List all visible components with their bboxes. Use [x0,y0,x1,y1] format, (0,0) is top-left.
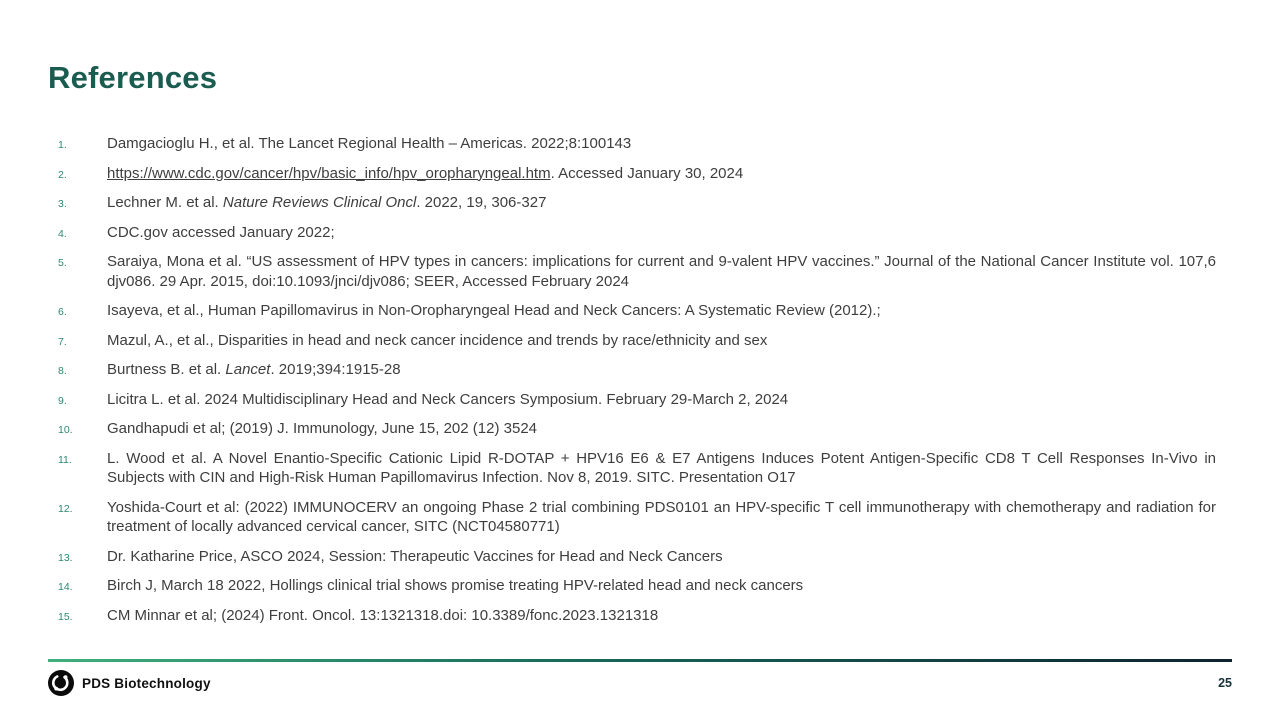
reference-text [107,164,1216,184]
reference-link[interactable]: https://www.cdc.gov/cancer/hpv/basic_info/hpv_oropharyngeal.htm [107,164,551,182]
reference-item [58,164,1216,184]
reference-text-segment: Licitra L. et al. 2024 Multidisciplinary Head and Neck Cancers Symposium. February 29-March 2, 2024 [107,390,789,408]
reference-text [107,547,1216,567]
reference-item [58,547,1216,567]
reference-italic-text: Nature Reviews Clinical Oncl [222,194,417,211]
reference-text-segment: L. Wood et al. A Novel Enantio-Specific Cationic Lipid R-DOTAP + HPV16 E6 & E7 Antigens Induces Potent Antigen-Specific CD8 T Cell Responses In-Vivo in Subjects with CIN and High-Risk Human Papillomavirus Infection. Nov 8, 2019. SITC. Presentation O17 [107,449,1216,486]
reference-number: 7. [58,335,67,348]
reference-text-segment: Mazul, A., et al., Disparities in head and neck cancer incidence and trends by race/ethnicity and sex [107,331,768,349]
reference-number: 1. [58,139,67,151]
reference-number: 13. [58,551,73,564]
footer-divider [48,659,1232,662]
reference-number: 2. [58,168,67,181]
reference-number: 6. [58,306,67,318]
reference-text [107,606,1216,626]
reference-number: 5. [58,257,67,269]
reference-text-segment: CM Minnar et al; (2024) Front. Oncol. 13:1321318.doi: 10.3389/fonc.2023.1321318 [107,606,659,624]
reference-text [107,576,1216,596]
reference-item [58,390,1216,410]
page-title: References [48,60,218,95]
reference-text [107,193,1216,213]
reference-number: 11. [58,453,72,466]
reference-text [107,360,1216,380]
reference-text [107,498,1216,537]
reference-text-segment: Saraiya, Mona et al. “US assessment of HPV types in cancers: implications for current and 9-valent HPV vaccines.” Journal of the National Cancer Institute vol. 107,6 djv086. 29 Apr. 2015, doi:10.1093/jnci/djv086; SEER, Accessed February 2024 [107,253,1216,290]
reference-item [58,576,1216,596]
reference-text-segment: Yoshida-Court et al: (2022) IMMUNOCERV an ongoing Phase 2 trial combining PDS0101 an HPV-specific T cell immunotherapy with chemotherapy and radiation for treatment of locally advanced cervical cancer, SITC (NCT04580771) [107,498,1216,535]
reference-text [107,134,1216,154]
reference-italic-text: Lancet [225,361,271,378]
reference-text [107,419,1216,439]
reference-item [58,134,1216,154]
reference-text-segment: Gandhapudi et al; (2019) J. Immunology, June 15, 202 (12) 3524 [107,420,537,437]
reference-text [107,252,1216,291]
reference-number: 9. [58,394,67,407]
references-list [58,134,1216,635]
reference-text-segment: . 2022, 19, 306-327 [416,194,547,211]
brand-name: PDS Biotechnology [82,675,211,691]
reference-text-segment: Burtness B. et al. [107,361,226,378]
reference-number: 10. [58,424,73,436]
reference-text-segment: Isayeva, et al., Human Papillomavirus in Non-Oropharyngeal Head and Neck Cancers: A Systematic Review (2012).; [107,302,881,319]
reference-text-segment: . Accessed January 30, 2024 [550,164,744,182]
reference-text-segment: Lechner M. et al. [107,194,223,211]
reference-text-segment: . 2019;394:1915-28 [270,361,401,378]
page-number: 25 [1218,676,1232,690]
reference-text-segment: Damgacioglu H., et al. The Lancet Regional Health – Americas. 2022;8:100143 [107,135,632,152]
reference-text [107,223,1216,243]
reference-text [107,331,1216,351]
reference-number: 4. [58,227,67,240]
reference-item [58,252,1216,291]
reference-text-segment: Birch J, March 18 2022, Hollings clinical trial shows promise treating HPV-related head and neck cancers [107,577,804,594]
reference-number: 14. [58,581,73,593]
pds-logo-icon [48,670,74,696]
reference-item [58,360,1216,380]
reference-item [58,419,1216,439]
footer [48,668,1232,698]
reference-text-segment: CDC.gov accessed January 2022; [107,223,335,241]
reference-text [107,301,1216,321]
reference-text-segment: Dr. Katharine Price, ASCO 2024, Session: Therapeutic Vaccines for Head and Neck Cancers [107,547,723,565]
reference-number: 8. [58,365,67,377]
reference-item [58,301,1216,321]
reference-text [107,390,1216,410]
reference-number: 15. [58,610,73,623]
reference-number: 12. [58,502,73,515]
reference-number: 3. [58,198,67,210]
reference-item [58,449,1216,488]
reference-item [58,193,1216,213]
reference-text [107,449,1216,488]
brand [48,670,211,696]
reference-item [58,606,1216,626]
reference-item [58,498,1216,537]
reference-item [58,223,1216,243]
reference-item [58,331,1216,351]
